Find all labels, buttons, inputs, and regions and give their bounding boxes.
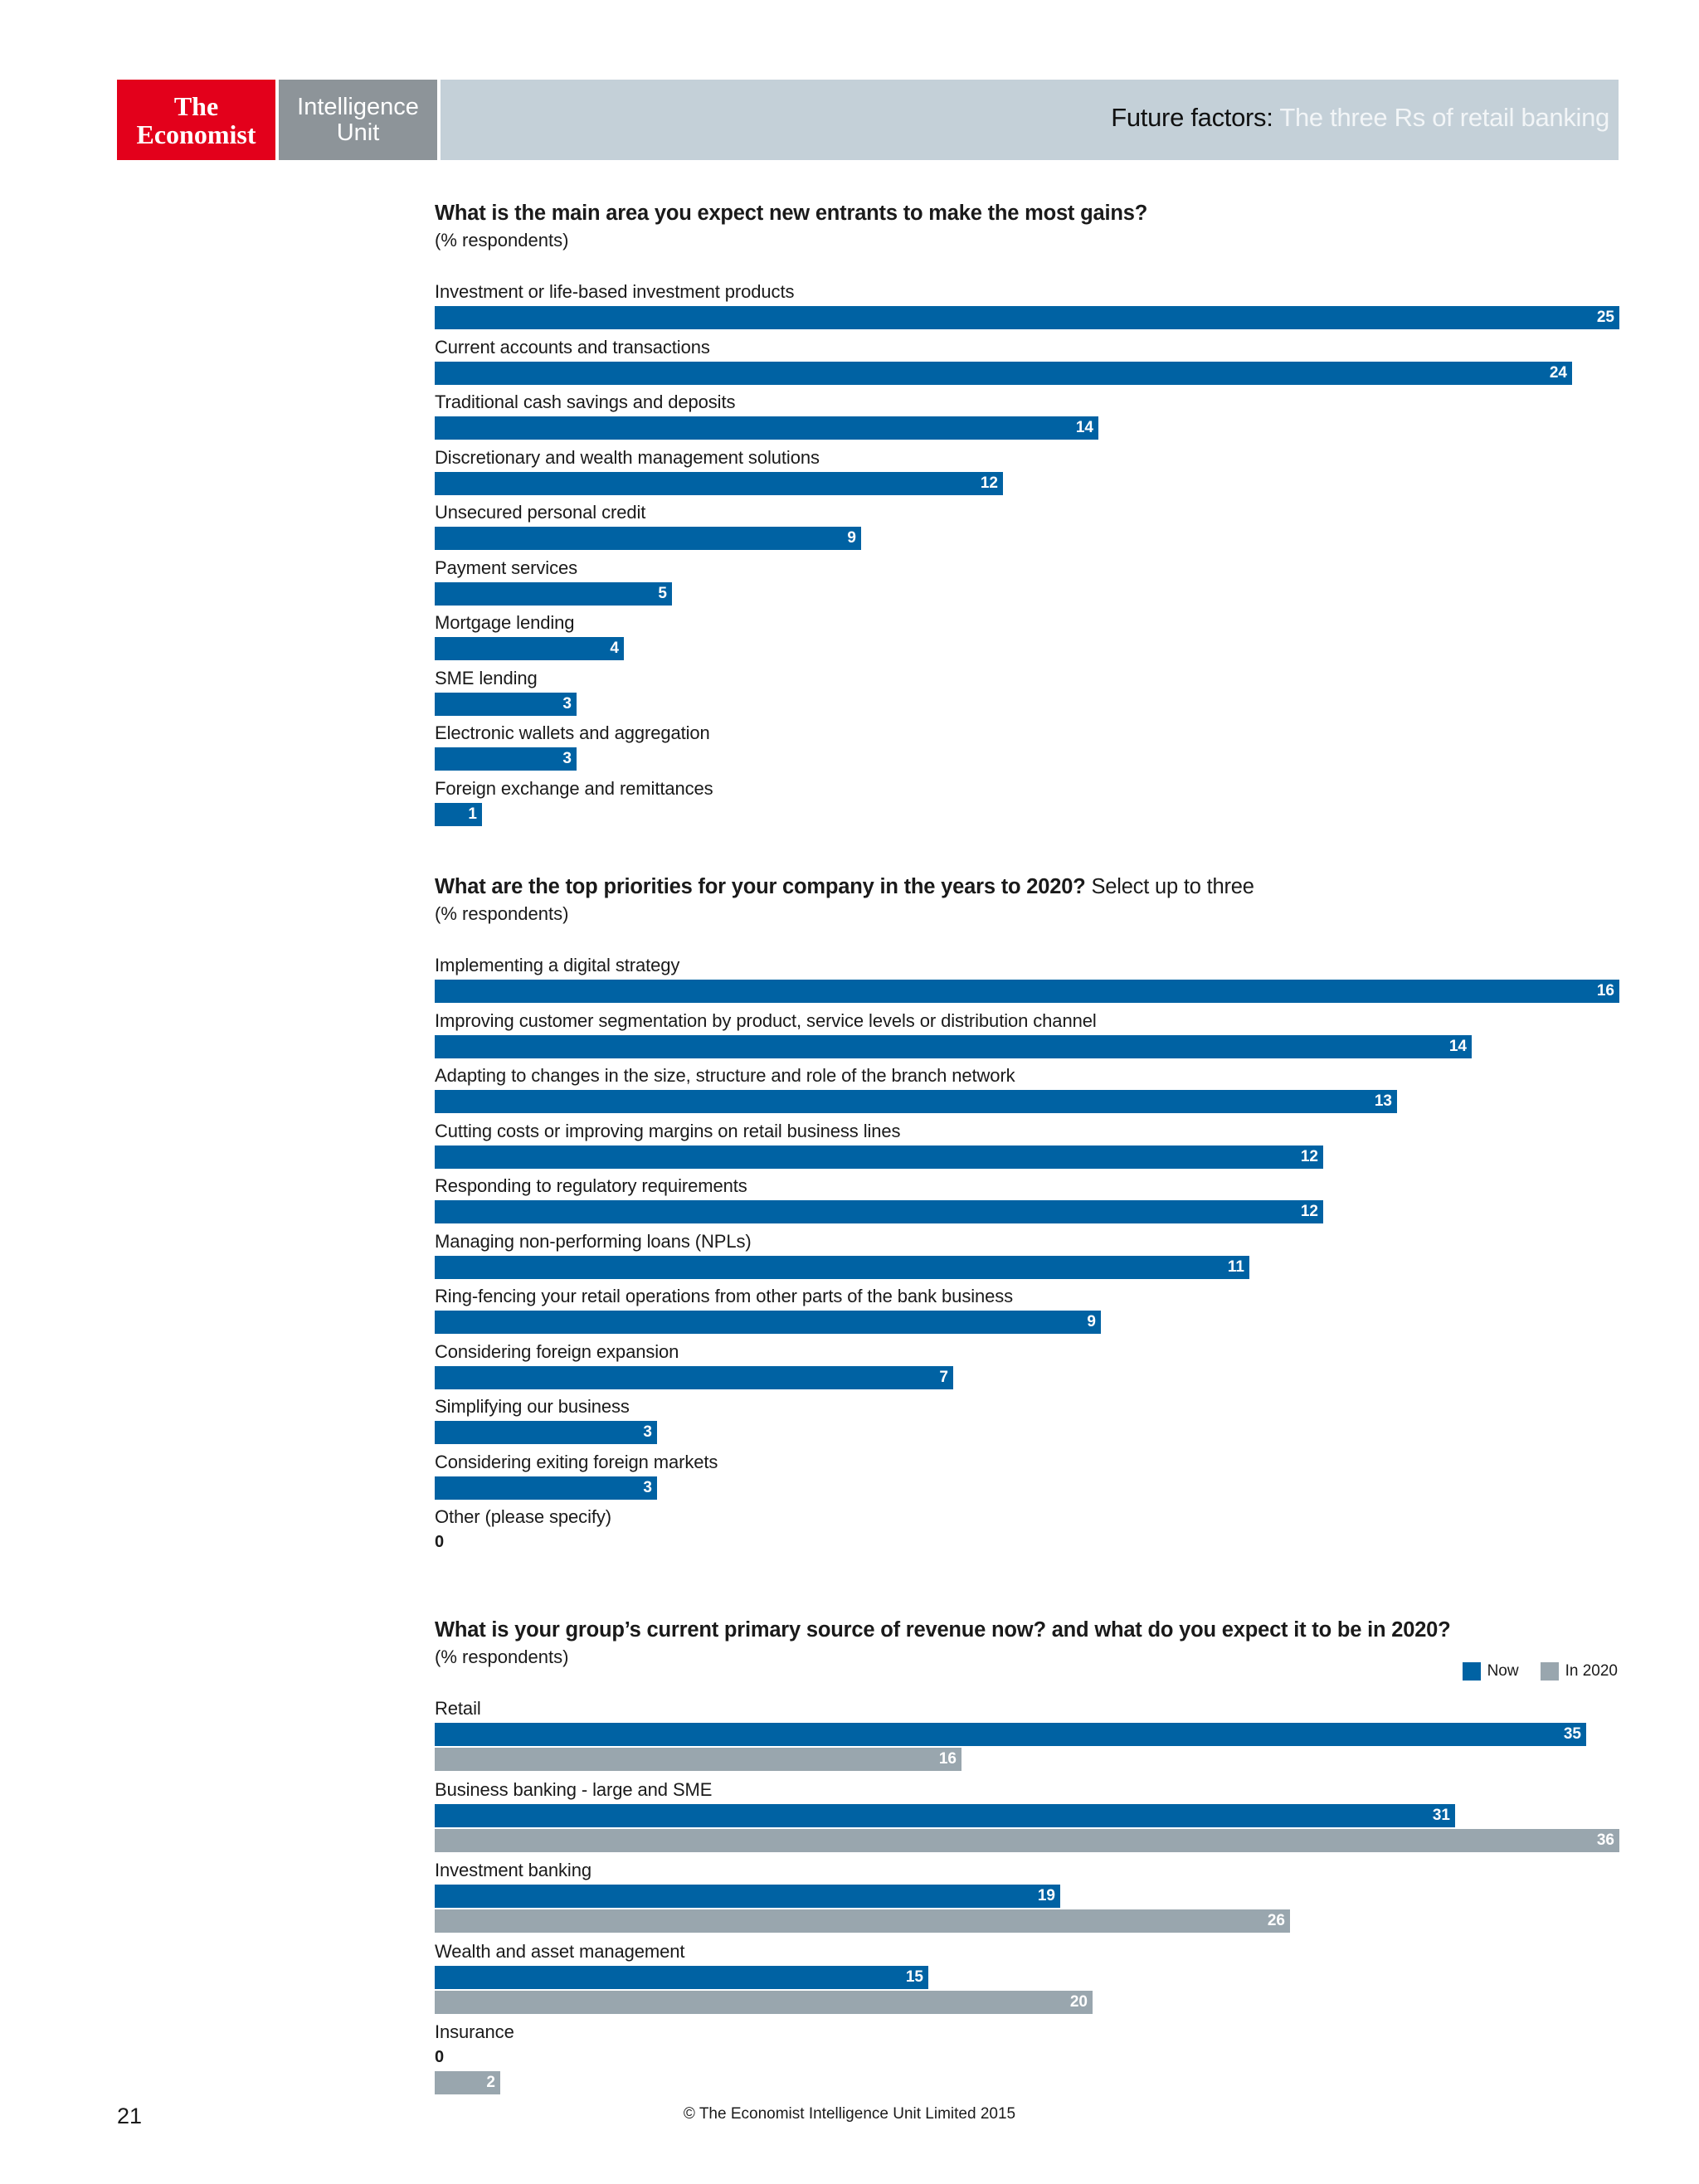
- bar-label: Simplifying our business: [435, 1396, 630, 1417]
- bar-label: Cutting costs or improving margins on retail business lines: [435, 1120, 901, 1141]
- legend-2020: [1541, 1662, 1618, 1681]
- bar: [435, 693, 577, 716]
- bar-label: Ring-fencing your retail operations from other parts of the bank business: [435, 1286, 1014, 1306]
- bar: [435, 1366, 953, 1389]
- chart1-title: What is the main area you expect new entrants to make the most gains?: [435, 202, 1148, 225]
- chart2-title-main: What are the top priorities for your company in the years to 2020?: [435, 875, 1086, 898]
- bar-label: Managing non-performing loans (NPLs): [435, 1230, 752, 1252]
- bar: [435, 747, 577, 771]
- bar-label: Responding to regulatory requirements: [435, 1175, 747, 1196]
- chart3-subtitle: (% respondents): [435, 1647, 569, 1667]
- chart3-legend: [1448, 1662, 1618, 1681]
- legend-2020-label: In 2020: [1565, 1662, 1618, 1680]
- bar-value: 4: [610, 640, 619, 657]
- bar-value: 35: [1563, 1725, 1581, 1743]
- bar-label: Implementing a digital strategy: [435, 955, 680, 975]
- bar: [435, 1311, 1101, 1334]
- bar-label: Payment services: [435, 557, 578, 578]
- bar-value: 3: [643, 1478, 652, 1496]
- bar-2020: [435, 1748, 961, 1771]
- chart2-title: [435, 875, 1254, 899]
- bar-value: 14: [1075, 419, 1093, 436]
- report-title-subtitle: The three Rs of retail banking: [1273, 103, 1609, 132]
- bar-value: 11: [1227, 1257, 1244, 1276]
- bar-2020: [435, 2071, 500, 2094]
- bar-now: [435, 1966, 928, 1989]
- report-title: [1111, 103, 1609, 133]
- bar-value: 0: [435, 2048, 445, 2066]
- bar-value: 9: [1087, 1313, 1096, 1330]
- bar-label: Insurance: [435, 2021, 514, 2042]
- bar: [435, 416, 1098, 440]
- bar-value: 2: [486, 2074, 495, 2091]
- chart1-subtitle: (% respondents): [435, 230, 569, 251]
- bar-label: Considering foreign expansion: [435, 1340, 679, 1362]
- bar: [435, 637, 624, 660]
- bar-value: 3: [562, 694, 572, 713]
- header-band: [441, 80, 1619, 160]
- bar-label: Discretionary and wealth management solutions: [435, 446, 820, 468]
- bar-now: [435, 1885, 1060, 1908]
- bar-label: Investment or life-based investment products: [435, 281, 795, 302]
- eiu-line-1: Intelligence: [297, 93, 419, 120]
- chart3-title: What is your group’s current primary source of revenue now? and what do you expect it to be in 2020?: [435, 1618, 1451, 1642]
- bar-label: Traditional cash savings and deposits: [435, 392, 736, 412]
- bar-label: Improving customer segmentation by product, service levels or distribution channel: [435, 1009, 1097, 1031]
- bar-value: 20: [1069, 1992, 1088, 2011]
- page-header: [117, 80, 1619, 160]
- bar-label: Investment banking: [435, 1860, 591, 1880]
- chart2-subtitle: (% respondents): [435, 903, 569, 924]
- bar-value: 9: [847, 529, 856, 547]
- bar-value: 16: [938, 1750, 957, 1768]
- bar-value: 3: [643, 1423, 652, 1441]
- bar: [435, 1035, 1472, 1058]
- bar: [435, 1421, 657, 1444]
- bar-value: 5: [658, 584, 667, 602]
- bar-value: 14: [1448, 1037, 1467, 1055]
- bar-label: Electronic wallets and aggregation: [435, 722, 710, 743]
- logo-line-1: The: [173, 90, 219, 121]
- bar-value: 16: [1596, 982, 1614, 1000]
- eiu-line-2: Unit: [336, 119, 380, 146]
- bar-label: SME lending: [435, 667, 538, 688]
- bar-now: [435, 1723, 1586, 1746]
- bar: [435, 1476, 657, 1500]
- bar-2020: [435, 1909, 1290, 1933]
- legend-now-swatch: [1463, 1662, 1481, 1681]
- bar-label: Mortgage lending: [435, 612, 575, 633]
- bar-value: 12: [1300, 1147, 1318, 1165]
- bar-value: 26: [1267, 1912, 1285, 1929]
- bar-label: Unsecured personal credit: [435, 502, 646, 523]
- chart2-title-suffix: Select up to three: [1085, 875, 1254, 898]
- bar: [435, 1256, 1249, 1279]
- page-number: 21: [117, 2104, 143, 2128]
- bar-value: 24: [1549, 363, 1567, 382]
- bar-label: Retail: [435, 1698, 481, 1719]
- bar-label: Current accounts and transactions: [435, 336, 710, 358]
- bar: [435, 1146, 1323, 1169]
- bar-now: [435, 1804, 1455, 1827]
- legend-now-label: Now: [1487, 1662, 1519, 1680]
- bar-value: 12: [1300, 1203, 1318, 1220]
- bar: [435, 527, 861, 550]
- bar-value: 25: [1596, 309, 1614, 326]
- bar-value: 13: [1374, 1092, 1392, 1110]
- eiu-logo: [279, 80, 437, 160]
- legend-2020-swatch: [1541, 1662, 1559, 1681]
- bar-label: Business banking - large and SME: [435, 1778, 713, 1800]
- bar-label: Foreign exchange and remittances: [435, 777, 713, 799]
- bar: [435, 582, 672, 606]
- bar: [435, 472, 1003, 495]
- report-title-main: Future factors:: [1111, 103, 1273, 132]
- bar-label: Considering exiting foreign markets: [435, 1451, 718, 1472]
- legend-now: [1463, 1662, 1519, 1681]
- bar-value: 19: [1037, 1887, 1055, 1904]
- bar-value: 1: [468, 805, 477, 823]
- bar: [435, 980, 1619, 1003]
- bar-value: 12: [980, 474, 998, 492]
- bar: [435, 362, 1572, 385]
- copyright: © The Economist Intelligence Unit Limited 2015: [683, 2105, 1016, 2123]
- bar-value: 15: [905, 1968, 923, 1986]
- bar: [435, 306, 1619, 329]
- logo-line-2: Economist: [136, 119, 256, 149]
- bar-2020: [435, 1829, 1619, 1852]
- bar: [435, 1090, 1397, 1113]
- bar-label: Other (please specify): [435, 1506, 611, 1527]
- bar-label: Wealth and asset management: [435, 1940, 685, 1962]
- bar-label: Adapting to changes in the size, structure and role of the branch network: [435, 1065, 1015, 1086]
- bar-value: 36: [1596, 1831, 1614, 1849]
- bar: [435, 803, 482, 826]
- bar-2020: [435, 1991, 1093, 2014]
- bar-value: 3: [562, 750, 572, 767]
- bar-value: 0: [435, 1533, 445, 1551]
- bar-value: 7: [939, 1368, 948, 1386]
- bar-value: 31: [1432, 1806, 1450, 1824]
- economist-logo: [117, 80, 275, 160]
- bar: [435, 1200, 1323, 1223]
